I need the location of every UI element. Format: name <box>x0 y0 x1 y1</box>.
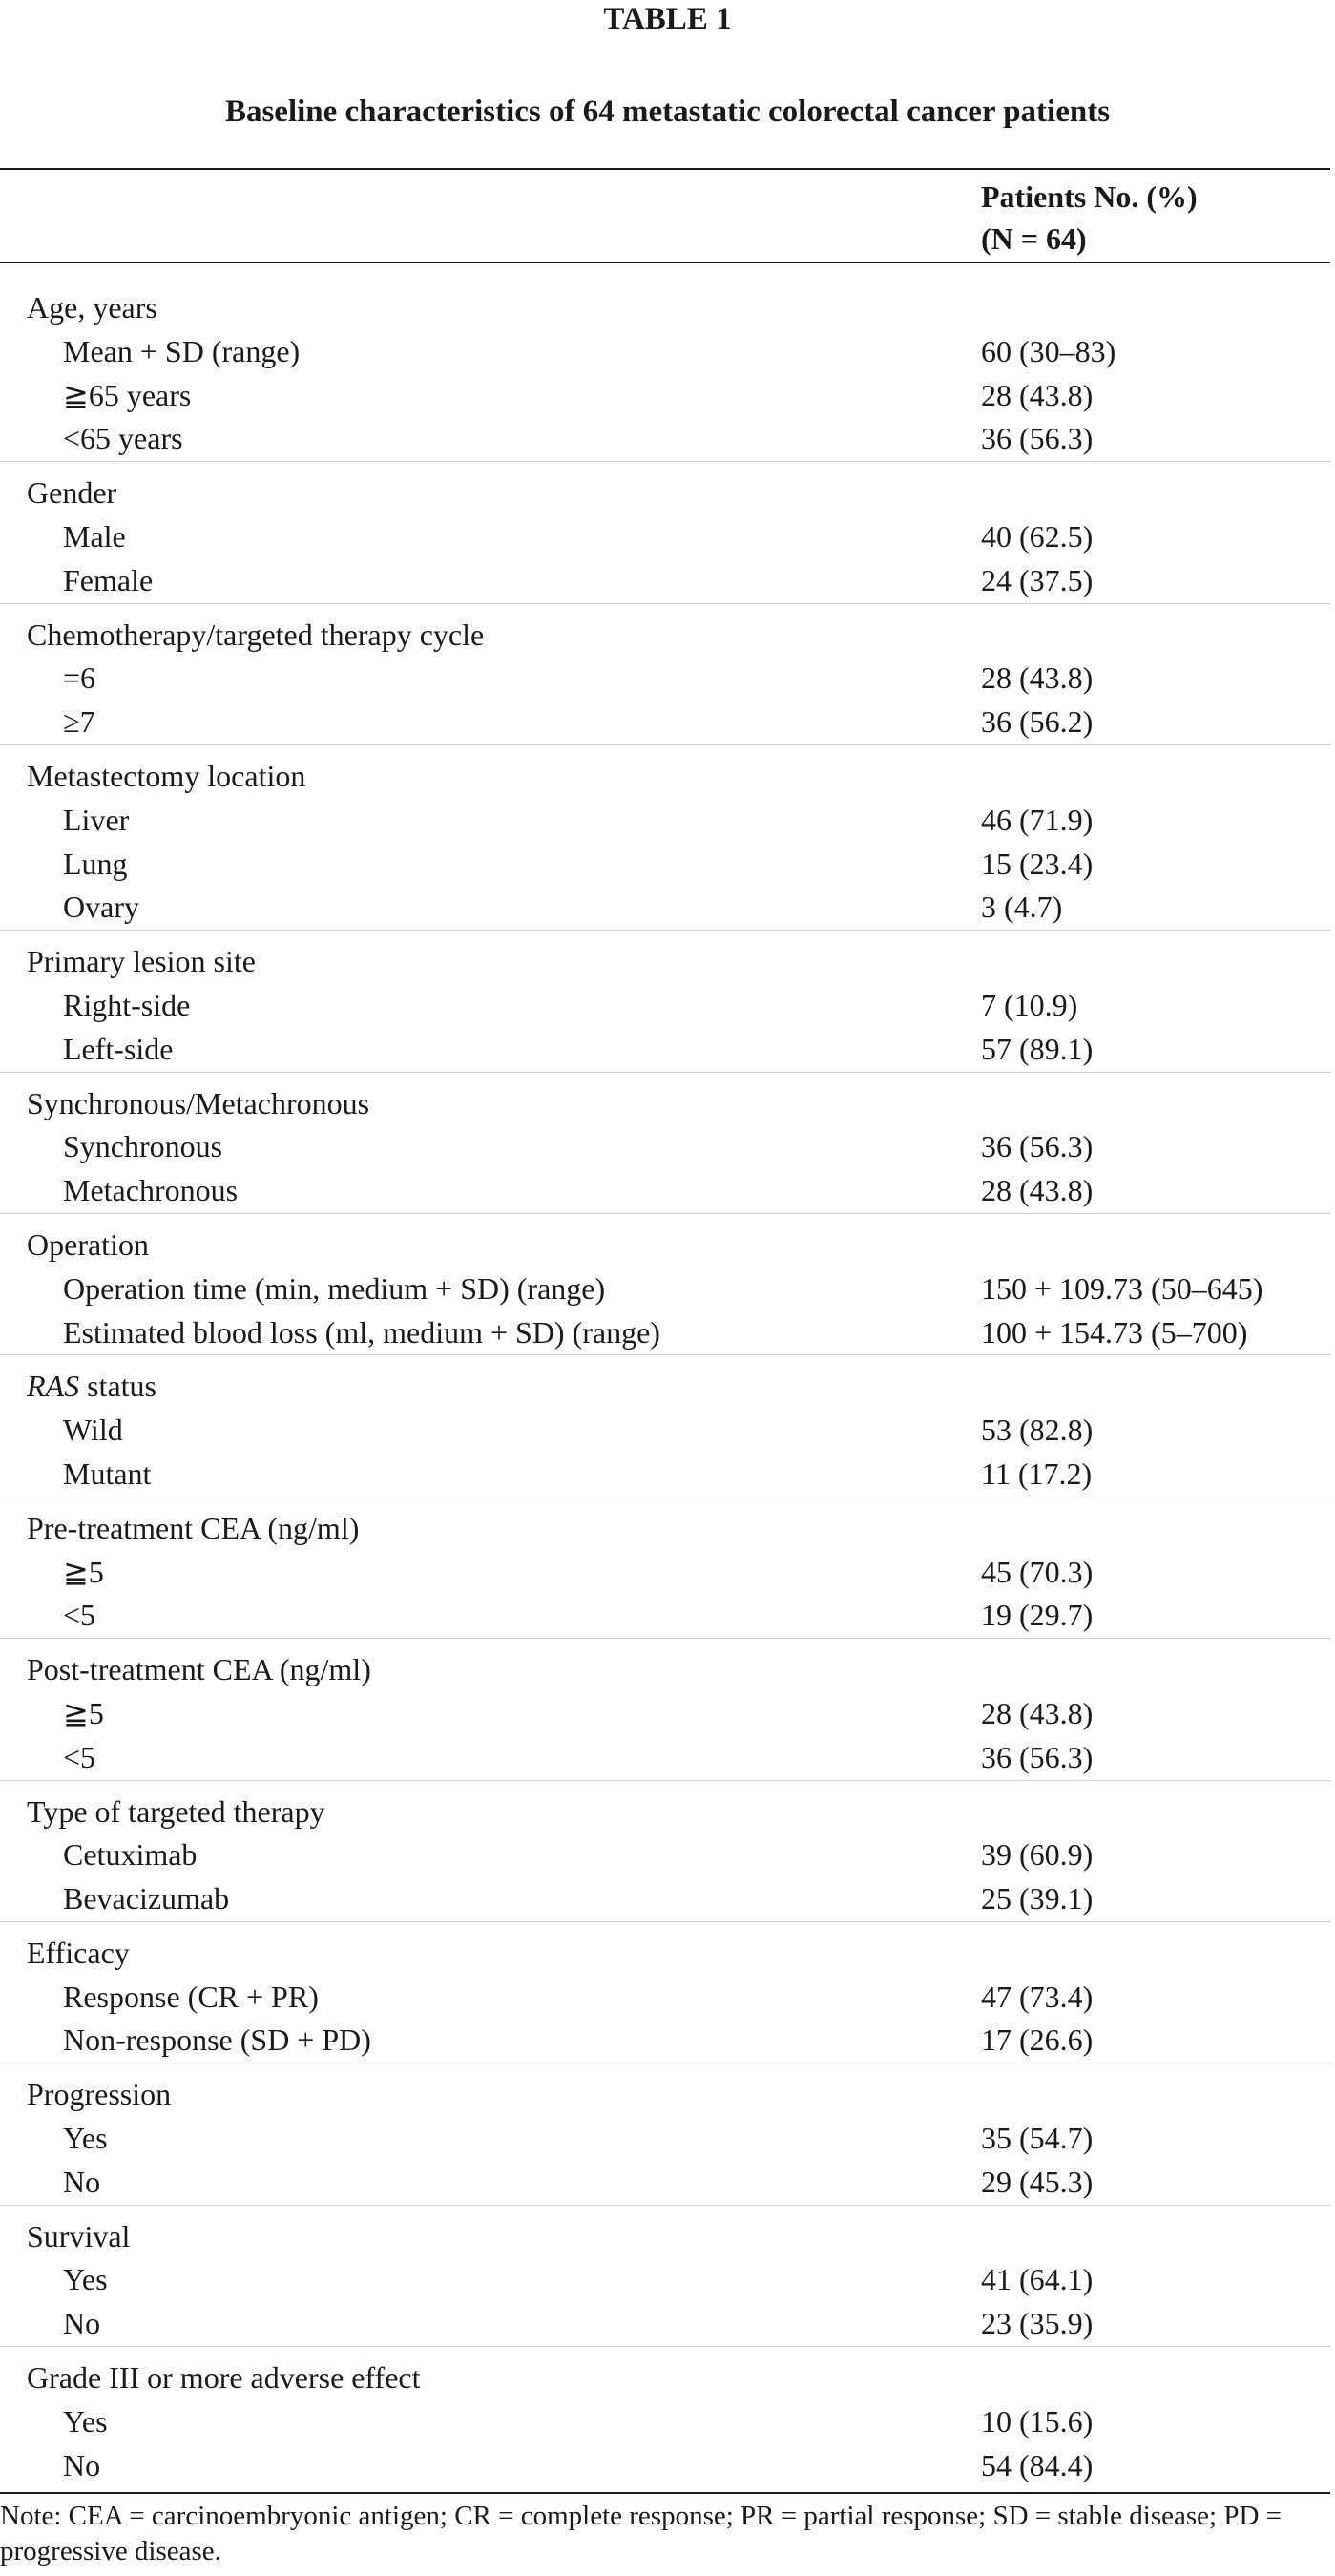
row-label: No <box>63 2164 101 2199</box>
group-heading: Chemotherapy/targeted therapy cycle <box>27 617 485 652</box>
row-label: ≧5 <box>63 1554 104 1589</box>
group-heading-row <box>0 1932 1330 1976</box>
row-label: Yes <box>63 2121 108 2156</box>
row-group <box>0 2356 1330 2487</box>
table-row <box>0 417 1330 461</box>
row-label: Left-side <box>63 1031 174 1066</box>
row-value: 100 + 154.73 (5–700) <box>981 1314 1248 1350</box>
row-group <box>0 1082 1330 1214</box>
group-heading-row <box>0 755 1330 799</box>
row-value: 36 (56.2) <box>981 704 1094 740</box>
row-value: 60 (30–83) <box>981 333 1116 368</box>
row-value: 19 (29.7) <box>981 1598 1094 1633</box>
row-value: 47 (73.4) <box>981 1979 1094 2014</box>
row-value: 17 (26.6) <box>981 2022 1094 2058</box>
row-group <box>0 286 1330 462</box>
row-value: 23 (35.9) <box>981 2306 1094 2341</box>
group-heading: Survival <box>27 2218 131 2253</box>
group-heading: Primary lesion site <box>27 944 256 979</box>
row-group <box>0 2215 1330 2347</box>
row-group <box>0 1365 1330 1497</box>
bottom-rule <box>0 2492 1330 2494</box>
group-heading-row <box>0 2073 1330 2117</box>
row-value: 28 (43.8) <box>981 660 1094 696</box>
table-row <box>0 1267 1330 1311</box>
row-label: Synchronous <box>63 1129 223 1164</box>
group-heading: Progression <box>27 2077 172 2112</box>
row-group <box>0 1224 1330 1355</box>
table-row <box>0 2400 1330 2444</box>
group-heading-row <box>0 1224 1330 1267</box>
row-value: 150 + 109.73 (50–645) <box>981 1270 1263 1306</box>
row-group <box>0 1932 1330 2063</box>
row-label: Liver <box>63 802 130 837</box>
row-label: Lung <box>63 846 128 881</box>
row-label: Response (CR + PR) <box>63 1979 319 2014</box>
table-row <box>0 2161 1330 2205</box>
table-row <box>0 1692 1330 1736</box>
row-label: Female <box>63 562 154 597</box>
row-group <box>0 1507 1330 1639</box>
row-value: 45 (70.3) <box>981 1554 1094 1589</box>
row-label: Non-response (SD + PD) <box>63 2022 371 2058</box>
row-label: ≧5 <box>63 1695 104 1730</box>
table-row <box>0 515 1330 559</box>
row-label: <5 <box>63 1739 96 1774</box>
table-row <box>0 1453 1330 1497</box>
table-row <box>0 330 1330 374</box>
row-group <box>0 471 1330 603</box>
table-caption: Baseline characteristics of 64 metastatic colorectal cancer patients <box>224 94 1111 129</box>
table-row <box>0 701 1330 744</box>
table-row <box>0 984 1330 1028</box>
row-value: 40 (62.5) <box>981 518 1094 554</box>
group-heading: Post-treatment CEA (ng/ml) <box>27 1652 371 1687</box>
group-heading-italic: RAS <box>27 1369 80 1404</box>
row-value: 36 (56.3) <box>981 1129 1094 1164</box>
table-row <box>0 1409 1330 1453</box>
group-heading-row <box>0 2356 1330 2400</box>
group-heading-row <box>0 286 1330 330</box>
table-row <box>0 843 1330 887</box>
row-value: 46 (71.9) <box>981 802 1094 837</box>
group-heading: Type of targeted therapy <box>27 1793 325 1829</box>
table-row <box>0 2019 1330 2063</box>
row-label: ≧65 years <box>63 377 192 412</box>
group-heading-row <box>0 614 1330 658</box>
row-label: =6 <box>63 660 96 696</box>
table-row <box>0 1976 1330 2020</box>
group-heading-text: status <box>79 1369 156 1404</box>
row-value: 28 (43.8) <box>981 377 1094 412</box>
table-row <box>0 1877 1330 1921</box>
row-label: Right-side <box>63 987 191 1022</box>
row-label: Estimated blood loss (ml, medium + SD) (range) <box>63 1314 660 1350</box>
row-value: 35 (54.7) <box>981 2121 1094 2156</box>
table-row <box>0 2302 1330 2346</box>
row-group <box>0 940 1330 1072</box>
group-heading-row <box>0 1507 1330 1551</box>
group-heading <box>27 1365 156 1408</box>
row-value: 36 (56.3) <box>981 1739 1094 1774</box>
top-rule <box>0 168 1330 170</box>
table-row <box>0 2444 1330 2488</box>
table-row <box>0 657 1330 701</box>
group-heading: Metastectomy location <box>27 758 306 793</box>
row-value: 25 (39.1) <box>981 1881 1094 1916</box>
table-row <box>0 1594 1330 1638</box>
row-label: Male <box>63 518 126 554</box>
table-row <box>0 2258 1330 2302</box>
table-row <box>0 2117 1330 2161</box>
column-header-line2: (N = 64) <box>981 221 1087 256</box>
group-heading: Efficacy <box>27 1935 130 1970</box>
row-group <box>0 2073 1330 2205</box>
row-value: 57 (89.1) <box>981 1031 1094 1066</box>
row-label: ≥7 <box>63 704 95 740</box>
table-row <box>0 1551 1330 1595</box>
table-row <box>0 1736 1330 1780</box>
table-row <box>0 1169 1330 1213</box>
row-label: Wild <box>63 1413 123 1448</box>
row-group <box>0 755 1330 931</box>
row-value: 36 (56.3) <box>981 421 1094 456</box>
row-label: Mutant <box>63 1456 152 1491</box>
column-header-line1: Patients No. (%) <box>981 179 1198 214</box>
row-label: No <box>63 2447 101 2482</box>
group-heading-row <box>0 471 1330 515</box>
row-value: 10 (15.6) <box>981 2403 1094 2439</box>
group-heading: Synchronous/Metachronous <box>27 1085 370 1120</box>
row-value: 29 (45.3) <box>981 2164 1094 2199</box>
column-header <box>981 176 1198 260</box>
group-heading: Grade III or more adverse effect <box>27 2360 421 2396</box>
group-heading-row <box>0 940 1330 984</box>
row-value: 53 (82.8) <box>981 1413 1094 1448</box>
row-label: Yes <box>63 2403 108 2439</box>
table-row <box>0 1125 1330 1169</box>
row-value: 28 (43.8) <box>981 1173 1094 1208</box>
row-label: <5 <box>63 1598 96 1633</box>
row-group <box>0 1791 1330 1922</box>
row-value: 54 (84.4) <box>981 2447 1094 2482</box>
row-value: 24 (37.5) <box>981 562 1094 597</box>
row-value: 41 (64.1) <box>981 2262 1094 2297</box>
table-row <box>0 559 1330 603</box>
row-label: <65 years <box>63 421 183 456</box>
row-label: No <box>63 2306 101 2341</box>
table-row <box>0 1833 1330 1877</box>
row-label: Yes <box>63 2262 108 2297</box>
row-group <box>0 614 1330 745</box>
row-label: Metachronous <box>63 1173 239 1208</box>
row-value: 15 (23.4) <box>981 846 1094 881</box>
row-value: 11 (17.2) <box>981 1456 1093 1491</box>
table-note: Note: CEA = carcinoembryonic antigen; CR = complete response; PR = partial response; SD = stable disease; PD = progressive disease. <box>0 2501 1283 2566</box>
table-row <box>0 1311 1330 1355</box>
table-body <box>0 286 1330 2487</box>
group-heading-row <box>0 1365 1330 1409</box>
group-heading: Operation <box>27 1226 149 1262</box>
row-value: 3 (4.7) <box>981 890 1063 925</box>
group-heading: Gender <box>27 475 117 511</box>
row-label: Mean + SD (range) <box>63 333 301 368</box>
row-label: Operation time (min, medium + SD) (range) <box>63 1270 606 1306</box>
group-heading-row <box>0 1648 1330 1692</box>
row-label: Bevacizumab <box>63 1881 230 1916</box>
group-heading-row <box>0 2215 1330 2259</box>
row-value: 39 (60.9) <box>981 1837 1094 1873</box>
group-heading-row <box>0 1082 1330 1126</box>
table-row <box>0 886 1330 930</box>
header-rule <box>0 262 1330 263</box>
row-group <box>0 1648 1330 1780</box>
row-value: 7 (10.9) <box>981 987 1078 1022</box>
row-label: Cetuximab <box>63 1837 198 1873</box>
row-value: 28 (43.8) <box>981 1695 1094 1730</box>
table-row <box>0 1028 1330 1072</box>
group-heading: Pre-treatment CEA (ng/ml) <box>27 1510 360 1545</box>
group-heading-row <box>0 1791 1330 1834</box>
table-row <box>0 374 1330 418</box>
table-label: TABLE 1 <box>603 2 732 36</box>
group-heading: Age, years <box>27 290 157 325</box>
row-label: Ovary <box>63 890 139 925</box>
table-row <box>0 799 1330 843</box>
